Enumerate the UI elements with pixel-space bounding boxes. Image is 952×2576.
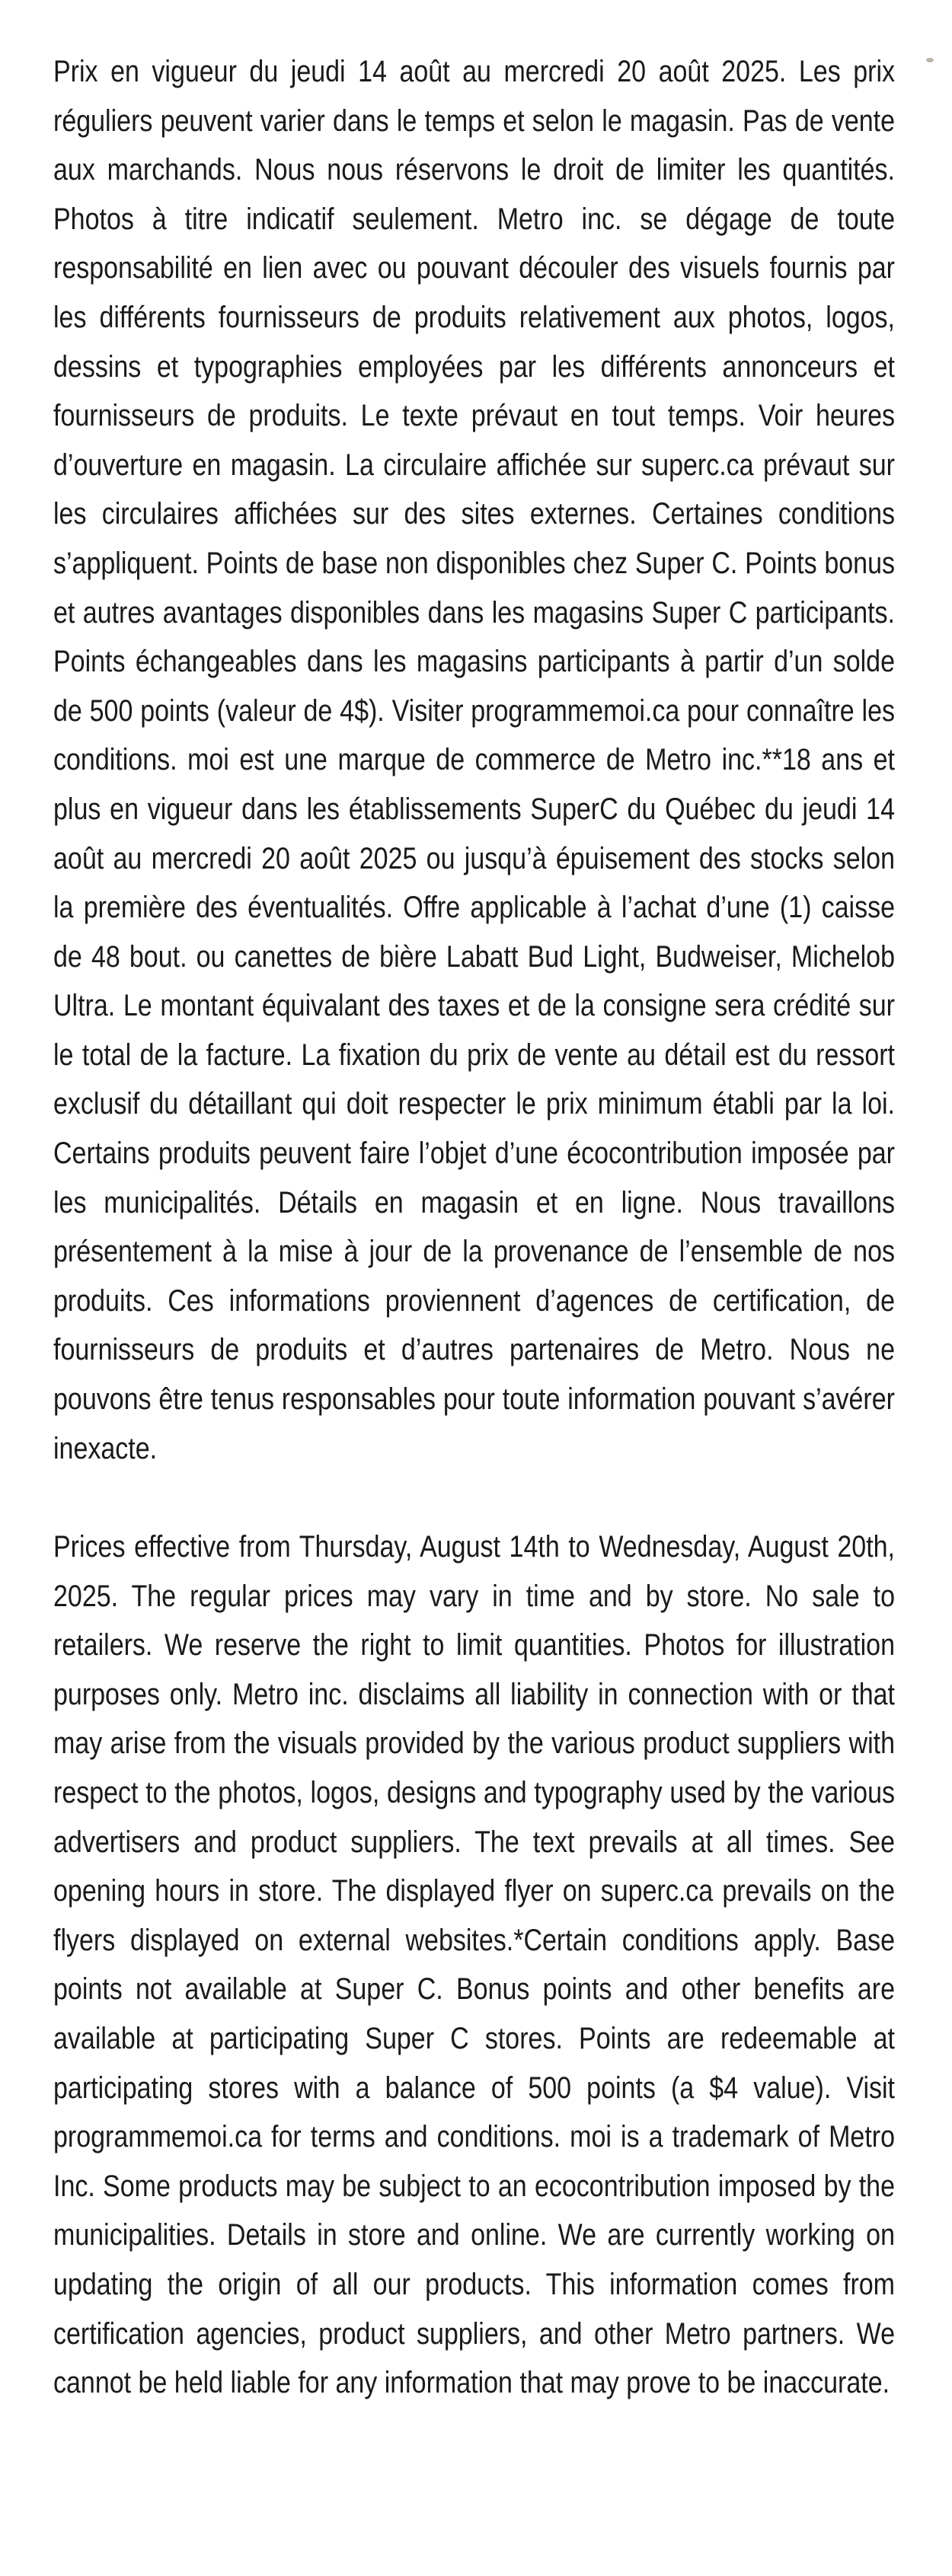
english-disclaimer-block xyxy=(53,1522,895,2408)
french-disclaimer-block xyxy=(53,47,895,1473)
corner-dot-mark xyxy=(926,58,934,62)
french-disclaimer-text: Prix en vigueur du jeudi 14 août au mercredi 20 août 2025. Les prix réguliers peuvent varier dans le temps et selon le magasin. Pas de vente aux marchands. Nous nous réservons le droit de limiter les quantités. Photos à titre indicatif seulement. Metro inc. se dégage de toute responsabilité en lien avec ou pouvant découler des visuels fournis par les différents fournisseurs de produits relativement aux photos, logos, dessins et typographies employées par les différents annonceurs et fournisseurs de produits. Le texte prévaut en tout temps. Voir heures d’ouverture en magasin. La circulaire affichée sur superc.ca prévaut sur les circulaires affichées sur des sites externes. Certaines conditions s’appliquent. Points de base non disponibles chez Super C. Points bonus et autres avantages disponibles dans les magasins Super C participants. Points échangeables dans les magasins participants à partir d’un solde de 500 points (valeur de 4$). Visiter programmemoi.ca pour connaître les conditions. moi est une marque de commerce de Metro inc.**18 ans et plus en vigueur dans les établissements SuperC du Québec du jeudi 14 août au mercredi 20 août 2025 ou jusqu’à épuisement des stocks selon la première des éventualités. Offre applicable à l’achat d’une (1) caisse de 48 bout. ou canettes de bière Labatt Bud Light, Budweiser, Michelob Ultra. Le montant équivalant des taxes et de la consigne sera crédité sur le total de la facture. La fixation du prix de vente au détail est du ressort exclusif du détaillant qui doit respecter le prix minimum établi par la loi. Certains produits peuvent faire l’objet d’une écocontribution imposée par les municipalités. Détails en magasin et en ligne. Nous travaillons présentement à la mise à jour de la provenance de l’ensemble de nos produits. Ces informations proviennent d’agences de certification, de fournisseurs de produits et d’autres partenaires de Metro. Nous ne pouvons être tenus responsables pour toute information pouvant s’avérer inexacte. xyxy=(53,55,895,1465)
english-disclaimer-text: Prices effective from Thursday, August 14th to Wednesday, August 20th, 2025. The regular prices may vary in time and by store. No sale to retailers. We reserve the right to limit quantities. Photos for illustration purposes only. Metro inc. disclaims all liability in connection with or that may arise from the visuals provided by the various product suppliers with respect to the photos, logos, designs and typography used by the various advertisers and product suppliers. The text prevails at all times. See opening hours in store. The displayed flyer on superc.ca prevails on the flyers displayed on external websites.*Certain conditions apply. Base points not available at Super C. Bonus points and other benefits are available at participating Super C stores. Points are redeemable at participating stores with a balance of 500 points (a $4 value). Visit programmemoi.ca for terms and conditions. moi is a trademark of Metro Inc. Some products may be subject to an ecocontribution imposed by the municipalities. Details in store and online. We are currently working on updating the origin of all our products. This information comes from certification agencies, product suppliers, and other Metro partners. We cannot be held liable for any information that may prove to be inaccurate. xyxy=(53,1530,895,2400)
